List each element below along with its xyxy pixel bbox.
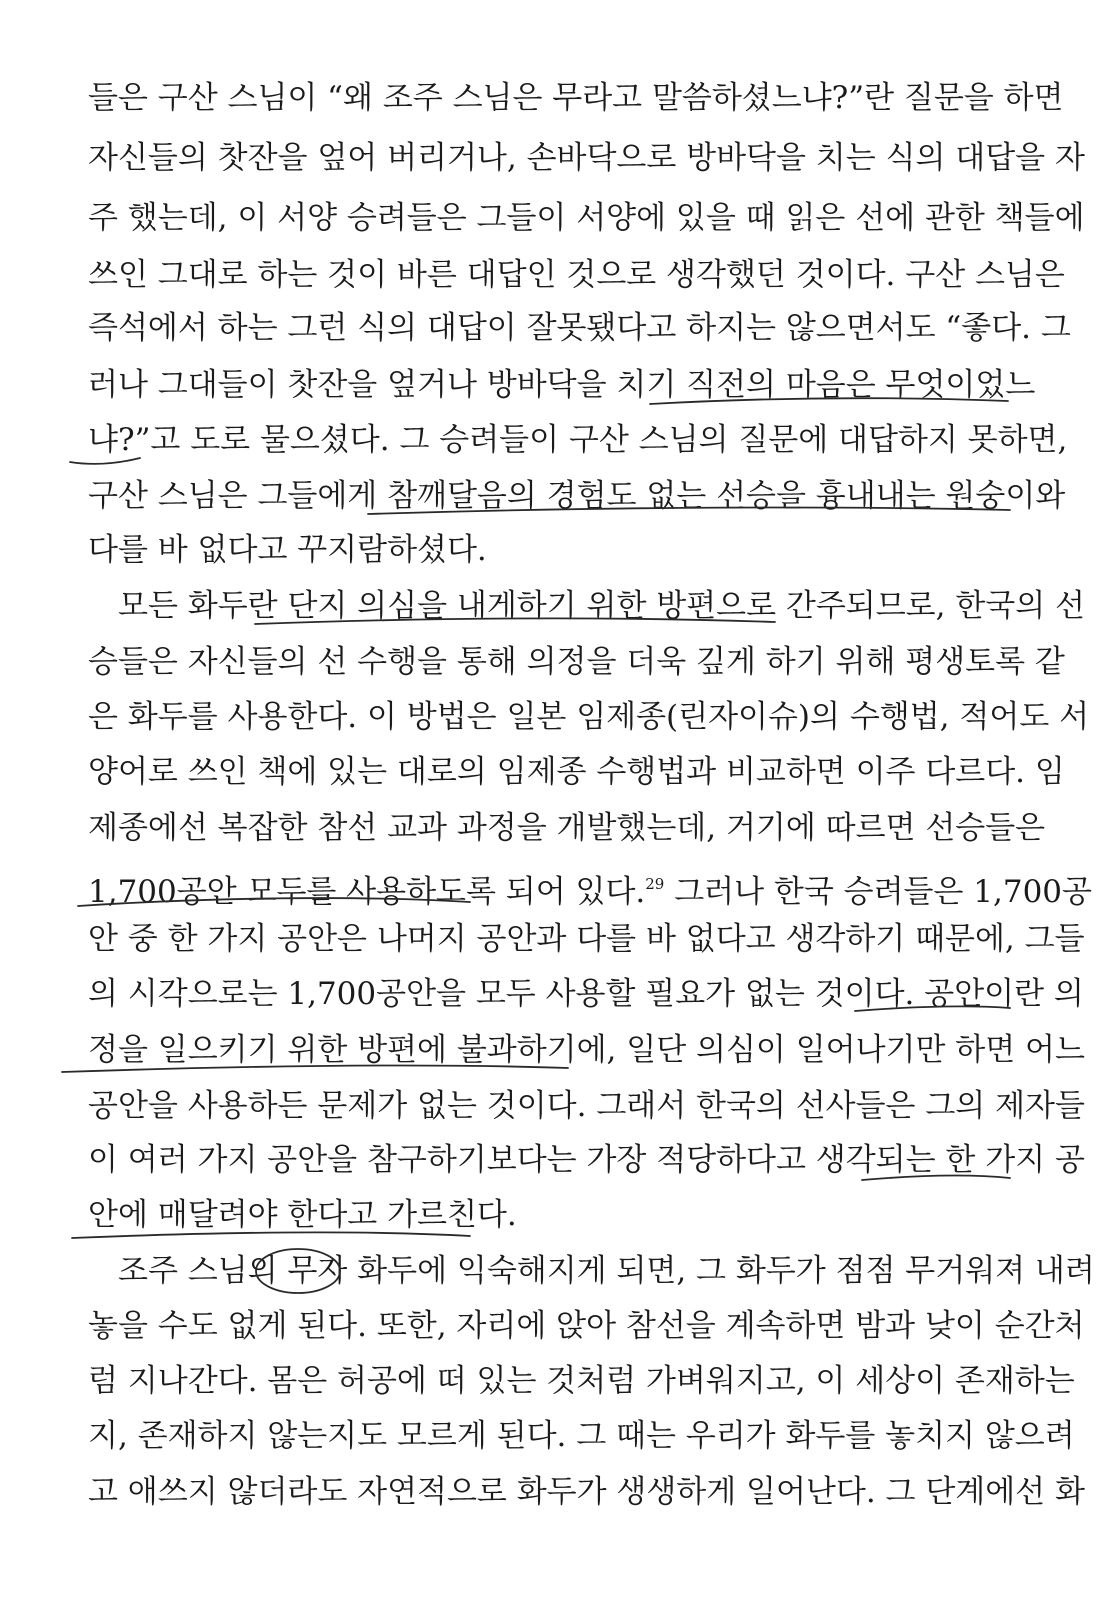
text-line: 즉석에서 하는 그런 식의 대답이 잘못됐다고 하지는 않으면서도 “좋다. 그 [88,310,1071,346]
text-line: 들은 구산 스님이 “왜 조주 스님은 무라고 말씀하셨느냐?”란 질문을 하면 [88,80,1064,116]
text-segment: 1,700공안 모두를 사용하도록 되어 있다. [88,874,646,910]
footnote-marker: 29 [645,875,665,893]
text-segment: 그러나 한국 승려들은 1,700공 [664,874,1092,910]
text-line: 럼 지나간다. 몸은 허공에 떠 있는 것처럼 가벼워지고, 이 세상이 존재하는 [88,1363,1075,1399]
text-line: 공안을 사용하든 문제가 없는 것이다. 그래서 한국의 선사들은 그의 제자들 [88,1088,1085,1124]
text-line: 승들은 자신들의 선 수행을 통해 의정을 더욱 깊게 하기 위해 평생토록 같 [88,644,1065,680]
text-line: 양어로 쓰인 책에 있는 대로의 임제종 수행법과 비교하면 이주 다르다. 임 [88,754,1065,790]
paragraph-first-line: 모든 화두란 단지 의심을 내게하기 위한 방편으로 간주되므로, 한국의 선 [118,588,1085,624]
text-line: 쓰인 그대로 하는 것이 바른 대답인 것으로 생각했던 것이다. 구산 스님은 [88,257,1065,293]
text-line: 안 중 한 가지 공안은 나머지 공안과 다를 바 없다고 생각하기 때문에, 그들 [88,921,1085,957]
text-line-with-footnote [88,864,1092,912]
text-line: 제종에선 복잡한 참선 교과 과정을 개발했는데, 거기에 따르면 선승들은 [88,810,1046,846]
text-line: 의 시각으로는 1,700공안을 모두 사용할 필요가 없는 것이다. 공안이란 의 [88,976,1084,1012]
text-line: 놓을 수도 없게 된다. 또한, 자리에 앉아 참선을 계속하면 밤과 낮이 순간처 [88,1308,1085,1344]
text-line: 은 화두를 사용한다. 이 방법은 일본 임제종(린자이슈)의 수행법, 적어도 서 [88,699,1090,735]
text-line: 주 했는데, 이 서양 승려들은 그들이 서양에 있을 때 읽은 선에 관한 책들에 [88,200,1085,236]
text-line: 다를 바 없다고 꾸지람하셨다. [88,532,487,568]
text-line: 안에 매달려야 한다고 가르친다. [88,1197,517,1233]
paragraph-first-line: 조주 스님의 무자 화두에 익숙해지게 되면, 그 화두가 점점 무거워져 내려 [118,1253,1095,1289]
text-line: 자신들의 찻잔을 엎어 버리거나, 손바닥으로 방바닥을 치는 식의 대답을 자 [88,140,1085,176]
text-line: 구산 스님은 그들에게 참깨달음의 경험도 없는 선승을 흉내내는 원숭이와 [88,478,1066,514]
text-line: 고 애쓰지 않더라도 자연적으로 화두가 생생하게 일어난다. 그 단계에선 화 [88,1474,1085,1510]
text-line: 냐?”고 도로 물으셨다. 그 승려들이 구산 스님의 질문에 대답하지 못하면, [88,422,1068,458]
text-line: 이 여러 가지 공안을 참구하기보다는 가장 적당하다고 생각되는 한 가지 공 [88,1142,1085,1178]
text-line: 정을 일으키기 위한 방편에 불과하기에, 일단 의심이 일어나기만 하면 어느 [88,1032,1085,1068]
text-line: 지, 존재하지 않는지도 모르게 된다. 그 때는 우리가 화두를 놓치지 않으려 [88,1418,1075,1454]
text-line: 러나 그대들이 찻잔을 엎거나 방바닥을 치기 직전의 마음은 무엇이었느 [88,367,1036,403]
